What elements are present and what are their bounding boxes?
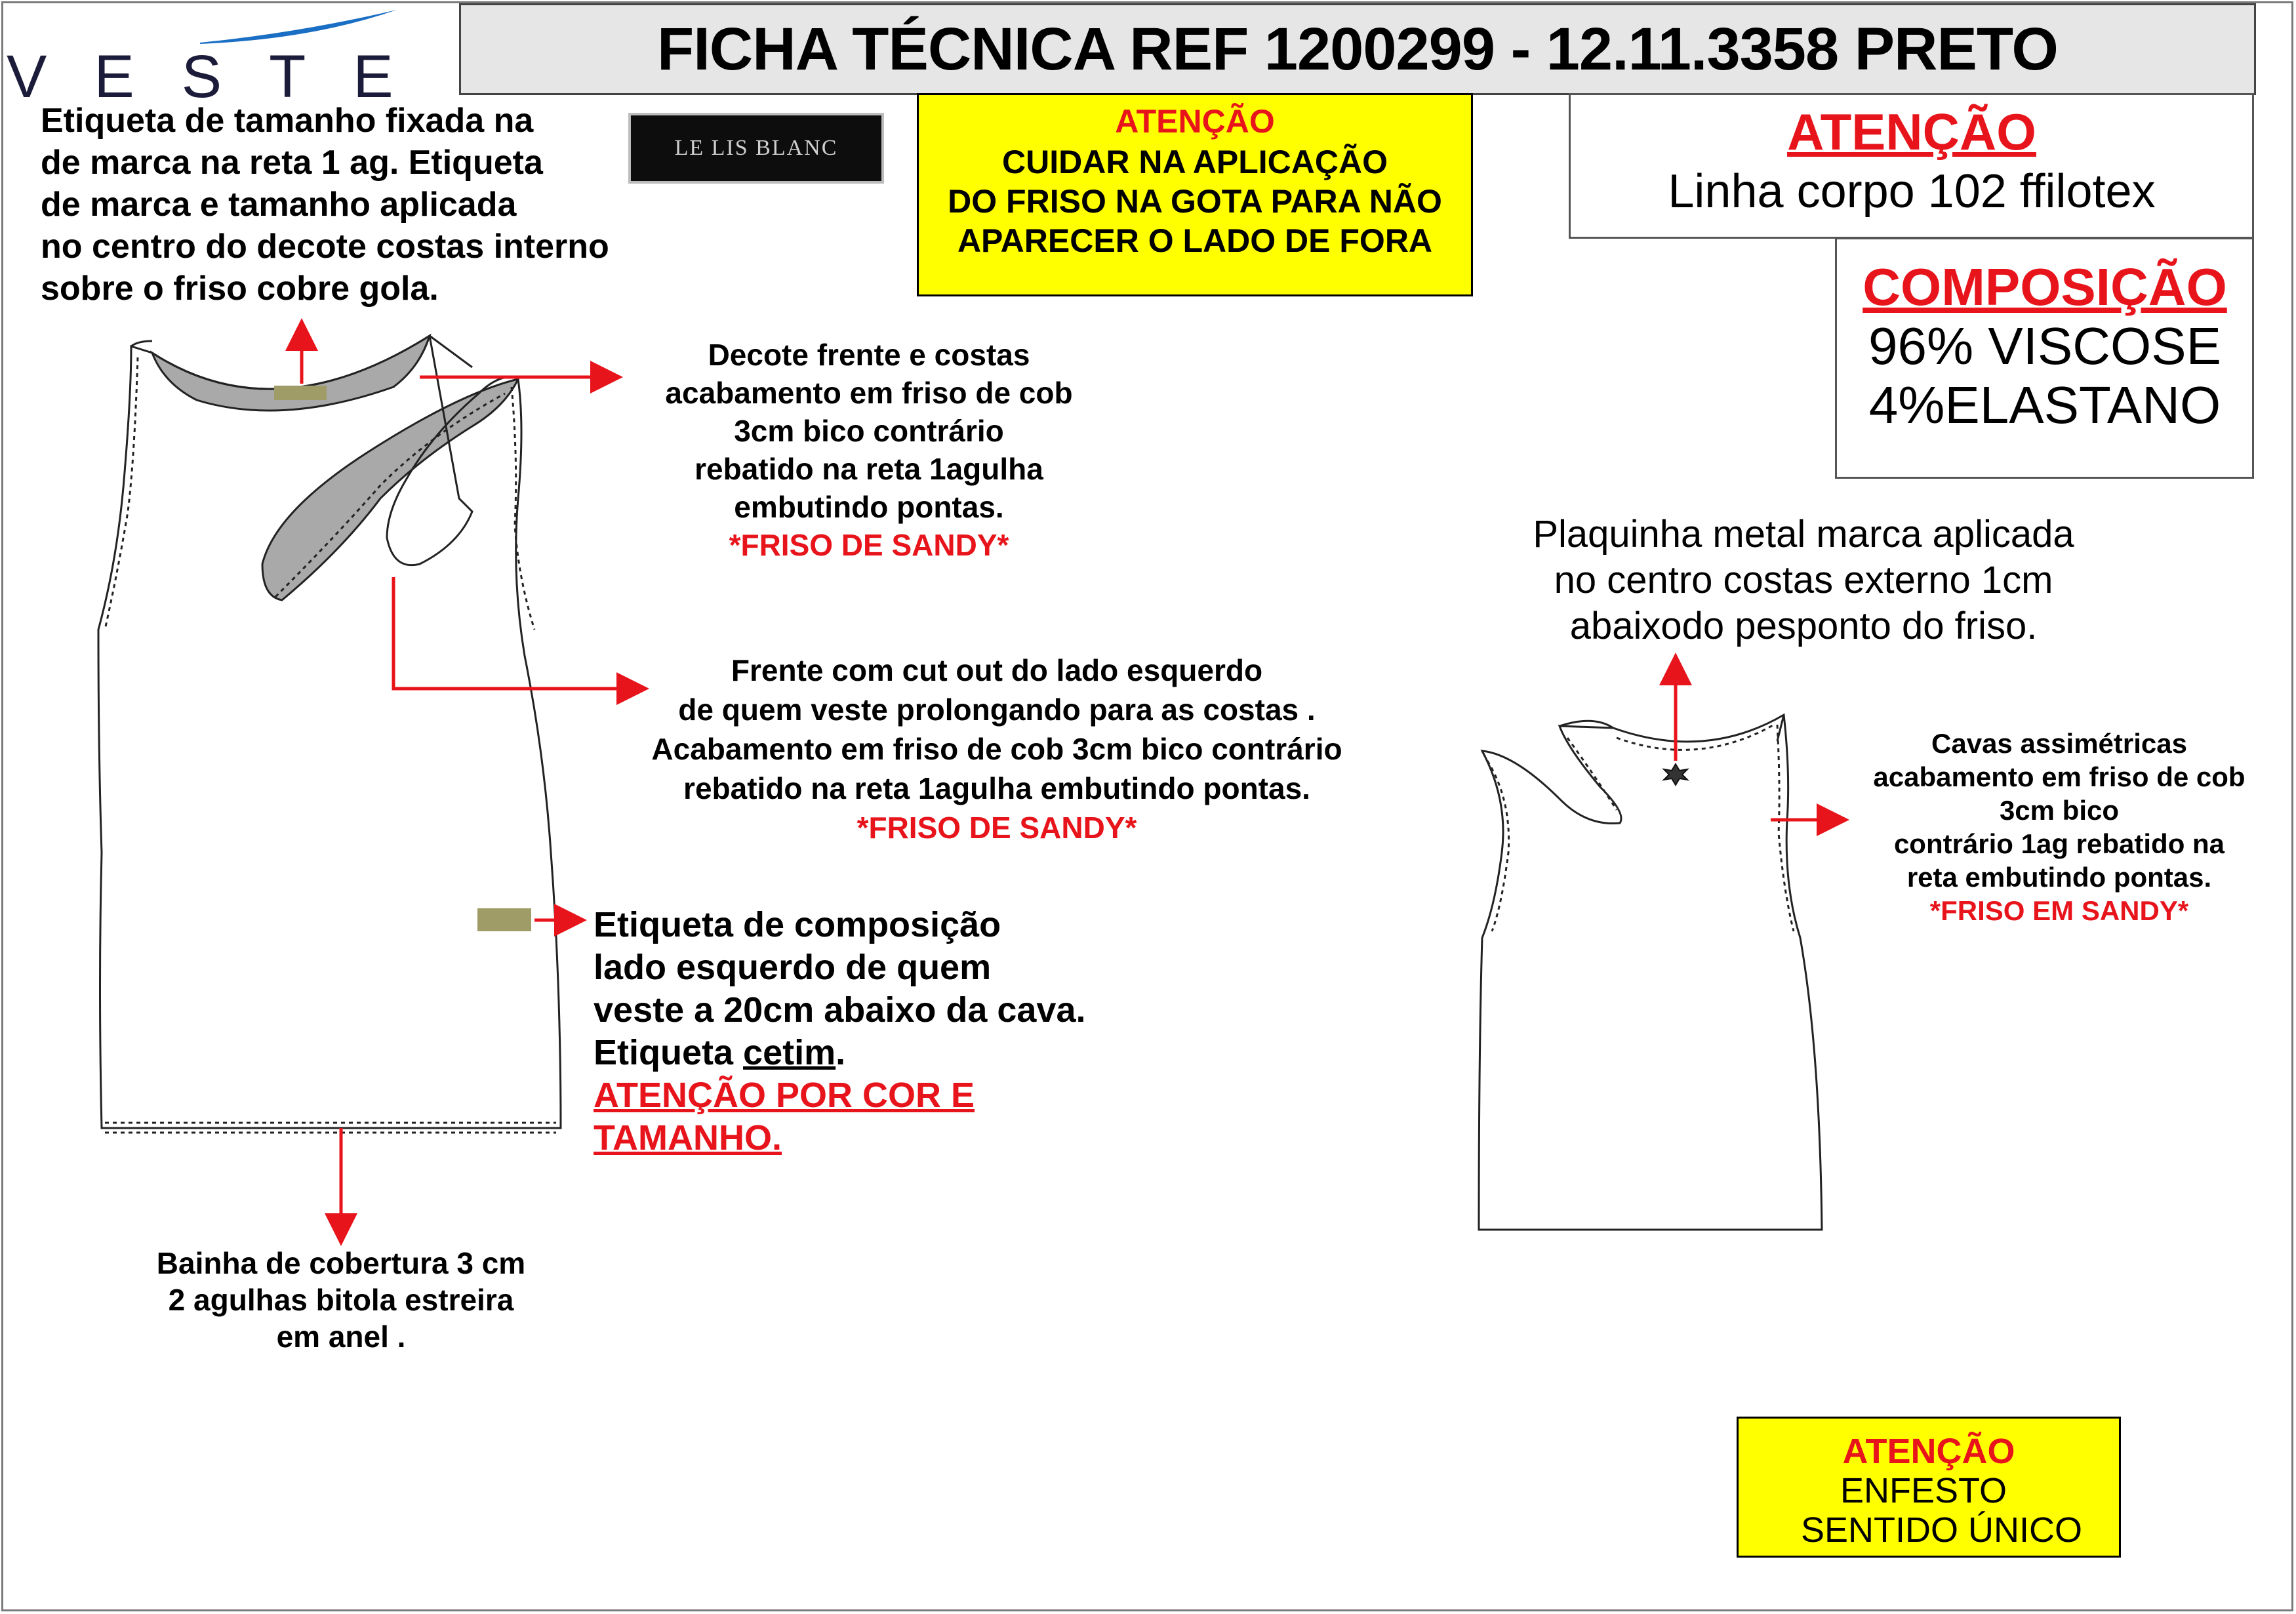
composition-label-warning1: ATENÇÃO POR COR E <box>594 1076 975 1115</box>
composition-label-cetim: cetim <box>743 1033 836 1072</box>
logo-text: VESTE <box>7 43 441 110</box>
composition-label-line4-prefix: Etiqueta <box>594 1033 744 1072</box>
attention-enfesto-line1: ENFESTO <box>1840 1471 2007 1510</box>
composition-label-line4-suffix: . <box>836 1033 846 1072</box>
composition-line1: 96% VISCOSE <box>1868 317 2221 375</box>
attention-enfesto-line2: SENTIDO ÚNICO <box>1801 1510 2083 1550</box>
attention-linha-body: Linha corpo 102 ffilotex <box>1668 165 2156 218</box>
metal-plate-icon <box>1664 764 1687 785</box>
armholes-note: Cavas assimétricas acabamento em friso de cob 3cm bico contrário 1ag rebatido na reta embutindo pontas. <box>1873 728 2246 893</box>
brand-label-text: LE LIS BLANC <box>674 136 838 160</box>
hem-note: Bainha de cobertura 3 cm 2 agulhas bitola estreira em anel . <box>156 1246 526 1354</box>
attention-enfesto-title: ATENÇÃO <box>1842 1432 2015 1471</box>
composition-line2: 4%ELASTANO <box>1868 376 2221 434</box>
size-label-note: Etiqueta de tamanho fixada na de marca na reta 1 ag. Etiqueta de marca e tamanho aplicada no centro do decote costas interno sobre o friso cobre gola. <box>41 102 609 308</box>
cutout-note-highlight: *FRISO DE SANDY* <box>856 811 1137 845</box>
composition-label-swatch <box>477 908 531 931</box>
front-garment-drawing <box>98 336 561 1133</box>
neckline-note: Decote frente e costas acabamento em friso de cob 3cm bico contrário rebatido na reta 1agulha embutindo pontas. <box>665 338 1073 524</box>
back-garment-drawing <box>1479 715 1822 1230</box>
cutout-note: Frente com cut out do lado esquerdo de quem veste prolongando para as costas . Acabamento em friso de cob 3cm bico contrário rebatido na reta 1agulha embutindo pontas. <box>651 653 1342 805</box>
composition-label-line1: Etiqueta de composição <box>594 905 1001 944</box>
metal-plate-note: Plaquinha metal marca aplicada no centro costas externo 1cm abaixodo pesponto do friso. <box>1533 513 2074 647</box>
attention-linha-title: ATENÇÃO <box>1787 103 2036 161</box>
composition-title: COMPOSIÇÃO <box>1863 258 2227 316</box>
armholes-note-highlight: *FRISO EM SANDY* <box>1929 895 2189 926</box>
composition-label-line3: veste a 20cm abaixo da cava. <box>594 990 1086 1030</box>
back-arrows <box>1676 659 1843 820</box>
neck-label <box>274 386 327 400</box>
composition-label-warning2: TAMANHO. <box>594 1118 782 1158</box>
page-title-text: FICHA TÉCNICA REF 1200299 - 12.11.3358 PRETO <box>657 15 2058 83</box>
neckline-note-highlight: *FRISO DE SANDY* <box>729 528 1009 562</box>
attention-friso-title: ATENÇÃO <box>1115 103 1275 140</box>
attention-friso-body: CUIDAR NA APLICAÇÃO DO FRISO NA GOTA PARA NÃO APARECER O LADO DE FORA <box>948 144 1442 259</box>
composition-label-line2: lado esquerdo de quem <box>594 948 992 987</box>
